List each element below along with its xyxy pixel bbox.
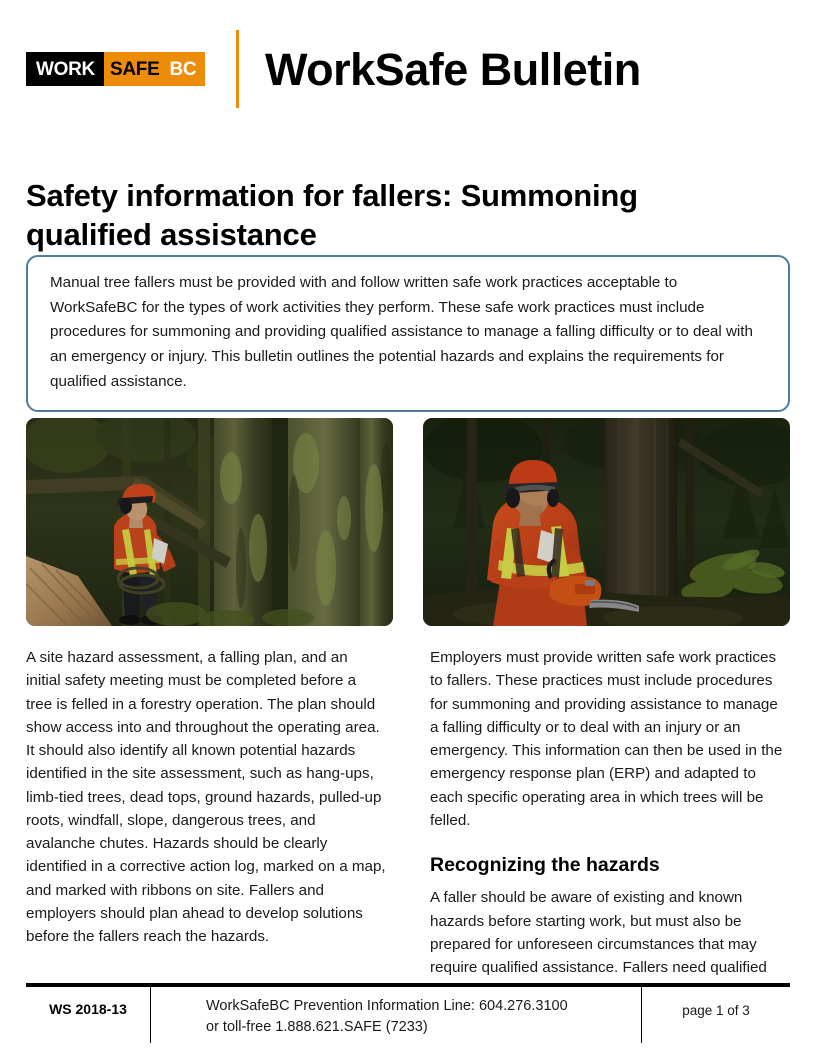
bulletin-masthead-title: WorkSafe Bulletin: [265, 43, 641, 95]
right-column-paragraph: Employers must provide written safe work practices to fallers. These practices must include procedures for summoning and providing assistance to manage a falling difficulty or to deal with an injury or an emergency. This information can then be used in the emergency response plan (ERP) and adapted to each specific operating area in which trees will be felled.: [430, 649, 783, 829]
left-column: [26, 646, 386, 979]
logo-safe-text: SAFE: [104, 52, 165, 86]
header-divider: [236, 30, 239, 108]
page-footer: [26, 987, 790, 1043]
page-title: Safety information for fallers: Summoning qualified assistance: [26, 177, 638, 252]
section-heading-recognizing-hazards: Recognizing the hazards: [430, 854, 660, 876]
photo-faller-looking-up: [26, 418, 393, 626]
footer-page-number: page 1 of 3: [682, 1003, 750, 1018]
summary-callout-box: [26, 255, 790, 412]
left-column-paragraph: A site hazard assessment, a falling plan, and an initial safety meeting must be completed before a tree is felled in a forestry operation. The plan should show access into and throughout the operating area. It should also identify all known potential hazards identified in the site assessment, such as hang-ups, limb-tied trees, dead tops, ground hazards, pulled-up roots, windfall, slope, dangerous trees, and avalanche chutes. Hazards should be clearly identified in a corrective action log, marked on a map, and marked with ribbons on site. Fallers and employers should plan ahead to develop solutions before the fallers reach the hazards.: [26, 649, 386, 945]
right-column: [430, 646, 790, 979]
forest-faller-illustration-left: [26, 418, 393, 626]
photo-faller-with-chainsaw: [423, 418, 790, 626]
body-columns: [26, 646, 790, 979]
logo-bc-text: BC: [165, 52, 205, 86]
footer-contact-info: [151, 987, 641, 1038]
footer-document-code: WS 2018-13: [49, 1001, 127, 1017]
right-column-section-paragraph: A faller should be aware of existing and known hazards before starting work, but must also be prepared for unforeseen circumstances that may require qualified assistance. Fallers need qualified: [430, 889, 767, 977]
forest-faller-illustration-right: [423, 418, 790, 626]
page-header: [26, 30, 790, 108]
logo-work-text: WORK: [26, 52, 104, 86]
footer-info-line-1: WorkSafeBC Prevention Information Line: 604.276.3100: [206, 998, 568, 1014]
footer-info-line-2: or toll-free 1.888.621.SAFE (7233): [206, 1019, 428, 1036]
summary-callout-text: Manual tree fallers must be provided with and follow written safe work practices acceptable to WorkSafeBC for the types of work activities they perform. These safe work practices must include procedures for summoning and providing qualified assistance to manage a falling difficulty or to deal with an emergency or injury. This bulletin outlines the potential hazards and explains the requirements for qualified assistance.: [50, 274, 753, 390]
photo-row: [26, 418, 790, 626]
worksafebc-logo: [26, 52, 207, 86]
